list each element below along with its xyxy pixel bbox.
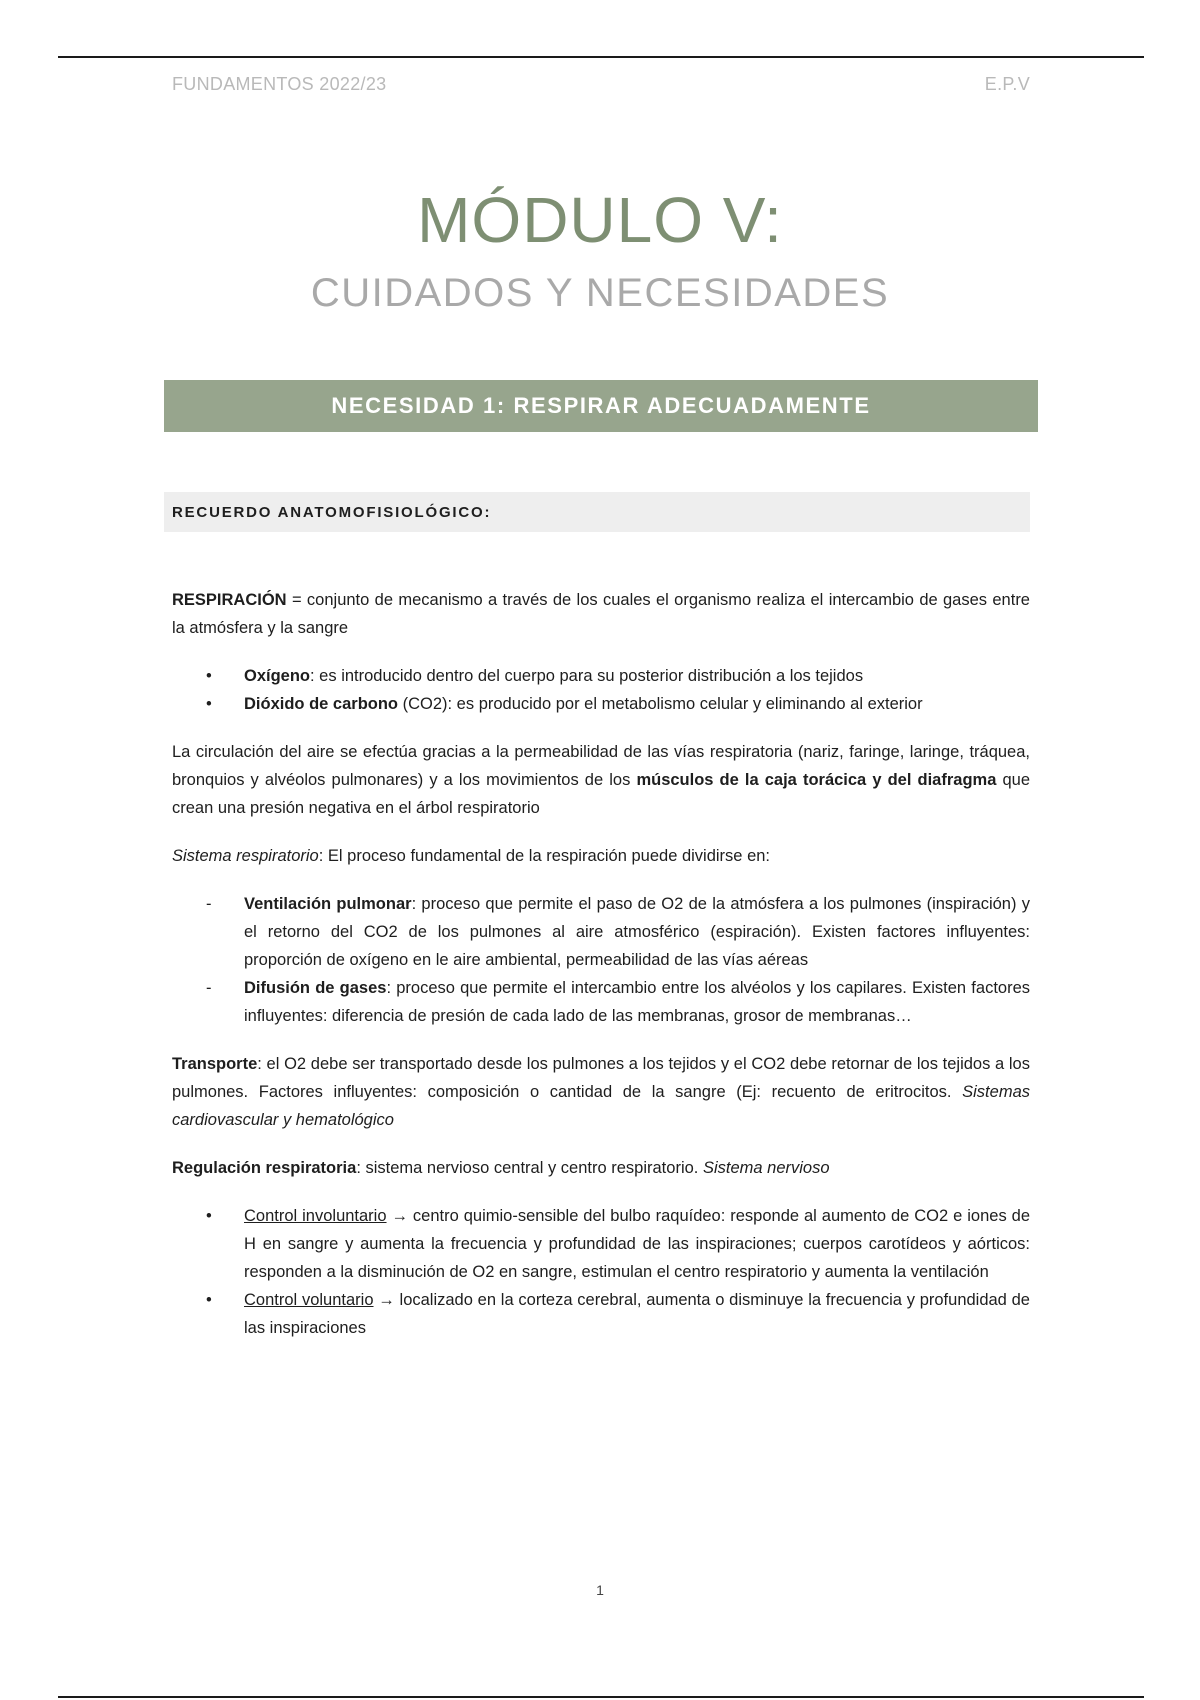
bullet-marker: • — [206, 695, 212, 713]
list-item — [172, 690, 1030, 718]
bullet-marker: • — [206, 667, 212, 685]
bottom-rule — [58, 1696, 1144, 1698]
list-item-text: → centro quimio-sensible del bulbo raquídeo: responde al aumento de CO2 e iones de H en sangre y aumenta la frecuencia y profundidad de las inspiraciones; cuerpos carotídeos y aórticos: responden a la disminución de O2 en sangre, estimulan el centro respiratorio y aumenta la ventilación — [244, 1207, 1030, 1281]
list-item-term: Difusión de gases — [244, 979, 387, 997]
module-title: MÓDULO V: — [417, 184, 783, 256]
gases-list — [172, 662, 1030, 718]
list-item-text: : proceso que permite el intercambio entre los alvéolos y los capilares. Existen factores influyentes: diferencia de presión de cada lado de las membranas, grosor de membranas… — [244, 979, 1030, 1025]
respiracion-paragraph — [172, 586, 1030, 642]
transporte-text: : el O2 debe ser transportado desde los pulmones a los tejidos y el CO2 debe retornar de los tejidos a los pulmones. Factores influyentes: composición o cantidad de la sangre (Ej: recuento de eritrocitos. — [172, 1055, 1030, 1101]
list-item-term: Control involuntario — [244, 1207, 387, 1225]
list-item-term: Dióxido de carbono — [244, 695, 399, 713]
document-body — [172, 586, 1030, 1362]
list-item-text: → localizado en la corteza cerebral, aumenta o disminuye la frecuencia y profundidad de las inspiraciones — [244, 1291, 1030, 1337]
circulacion-text-end: que crean una presión negativa en el árbol respiratorio — [172, 771, 1030, 817]
sistema-text: : El proceso fundamental de la respiración puede dividirse en: — [318, 847, 771, 865]
transporte-italic: Sistemas cardiovascular y hematológico — [172, 1083, 1030, 1129]
dash-marker: - — [206, 979, 212, 997]
list-item — [172, 974, 1030, 1030]
sistema-paragraph — [172, 842, 1030, 870]
list-item — [172, 1286, 1030, 1342]
list-item-text: (CO2): es producido por el metabolismo celular y eliminando al exterior — [398, 695, 923, 713]
top-rule — [58, 56, 1144, 58]
bullet-marker: • — [206, 1291, 212, 1309]
respiracion-definition: = conjunto de mecanismo a través de los cuales el organismo realiza el intercambio de gases entre la atmósfera y la sangre — [172, 591, 1030, 637]
header-course: FUNDAMENTOS 2022/23 — [172, 74, 387, 94]
list-item-text: : es introducido dentro del cuerpo para su posterior distribución a los tejidos — [310, 667, 864, 685]
module-subtitle: CUIDADOS Y NECESIDADES — [310, 271, 890, 315]
circulacion-paragraph — [172, 738, 1030, 822]
list-item-term: Oxígeno — [244, 667, 311, 685]
respiracion-term: RESPIRACIÓN — [172, 591, 287, 609]
list-item-term: Ventilación pulmonar — [244, 895, 412, 913]
bullet-marker: • — [206, 1207, 212, 1225]
regulacion-paragraph — [172, 1154, 1030, 1182]
page-header — [172, 74, 1030, 95]
page-number: 1 — [596, 1582, 604, 1598]
list-item-term: Control voluntario — [244, 1291, 374, 1309]
transporte-paragraph — [172, 1050, 1030, 1134]
transporte-term: Transporte — [172, 1055, 258, 1073]
header-author: E.P.V — [984, 74, 1030, 94]
regulacion-italic: Sistema nervioso — [702, 1159, 830, 1177]
sistema-italic: Sistema respiratorio — [172, 847, 319, 865]
circulacion-bold: músculos de la caja torácica y del diafragma — [636, 771, 997, 789]
procesos-list — [172, 890, 1030, 1030]
regulacion-text: : sistema nervioso central y centro respiratorio. — [356, 1159, 703, 1177]
dash-marker: - — [206, 895, 212, 913]
controles-list — [172, 1202, 1030, 1342]
list-item — [172, 890, 1030, 974]
circulacion-text: La circulación del aire se efectúa gracias a la permeabilidad de las vías respiratoria (nariz, faringe, laringe, tráquea, bronquios y alvéolos pulmonares) y a los movimientos de los — [172, 743, 1030, 789]
subsection-heading: RECUERDO ANATOMOFISIOLÓGICO: — [164, 492, 1030, 532]
list-item-text: : proceso que permite el paso de O2 de la atmósfera a los pulmones (inspiración) y el retorno del CO2 de los pulmones al aire atmosférico (espiración). Existen factores influyentes: proporción de oxígeno en le aire ambiental, permeabilidad de las vías aéreas — [244, 895, 1030, 969]
section-banner: NECESIDAD 1: RESPIRAR ADECUADAMENTE — [164, 380, 1038, 432]
list-item — [172, 662, 1030, 690]
list-item — [172, 1202, 1030, 1286]
regulacion-term: Regulación respiratoria — [172, 1159, 357, 1177]
